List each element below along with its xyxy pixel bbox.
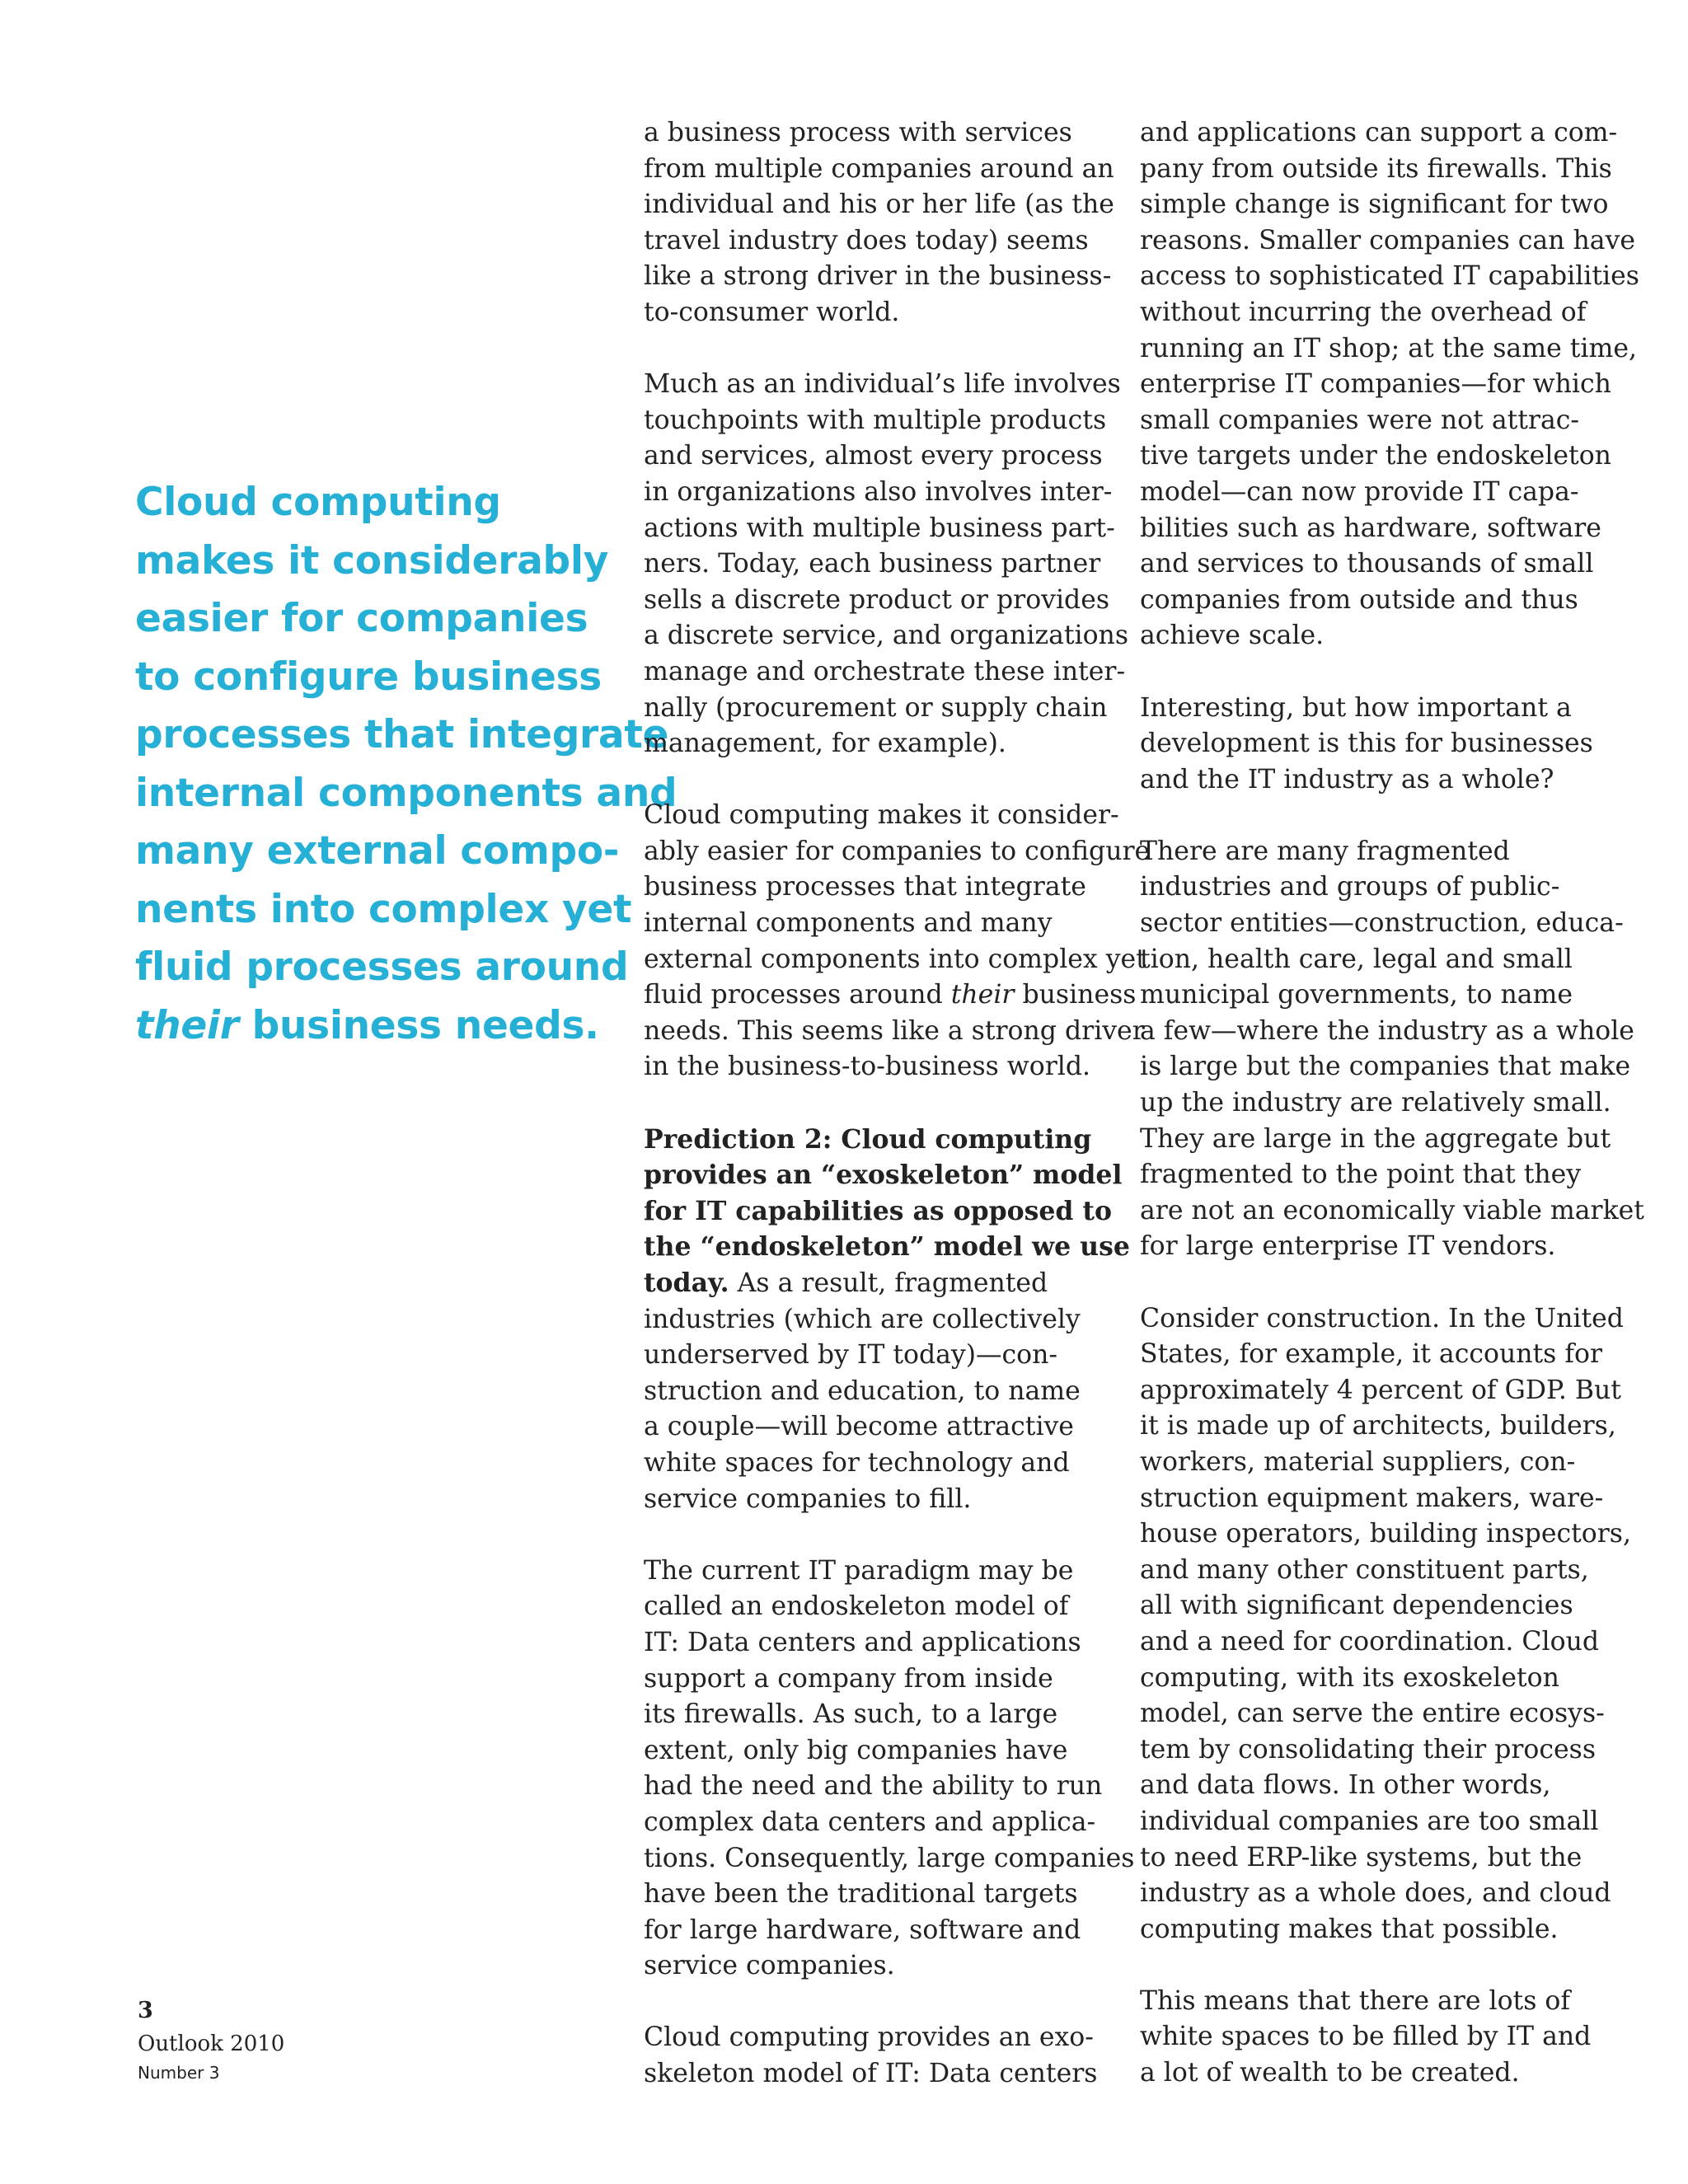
- text-run: As a result, fragmented: [729, 1268, 1048, 1298]
- text-line: There are many fragmented: [1140, 836, 1510, 866]
- paragraph: [1140, 115, 1639, 654]
- text-line: They are large in the aggregate but: [1140, 1123, 1611, 1154]
- text-line: extent, only big companies have: [644, 1735, 1068, 1765]
- text-line: in the business-to-business world.: [644, 1052, 1091, 1082]
- text-line: white spaces to be filled by IT and: [1140, 2022, 1592, 2052]
- pull-quote-line: fluid processes around: [135, 944, 629, 990]
- pull-quote-line: easier for companies: [135, 596, 588, 641]
- text-line: and services, almost every process: [644, 441, 1103, 471]
- text-line: municipal governments, to name: [1140, 980, 1573, 1010]
- text-line: development is this for businesses: [1140, 729, 1593, 759]
- paragraph: [1140, 834, 1644, 1265]
- text-line: its firewalls. As such, to a large: [644, 1699, 1058, 1730]
- text-line: needs. This seems like a strong driver: [644, 1015, 1145, 1046]
- text-line: sector entities—construction, educa-: [1140, 908, 1624, 939]
- text-line: companies from outside and thus: [1140, 584, 1578, 615]
- text-line: industries and groups of public-: [1140, 872, 1560, 902]
- text-line: a discrete service, and organizations: [644, 621, 1128, 651]
- bold-run: today.: [644, 1268, 729, 1298]
- text-line: internal components and many: [644, 908, 1053, 939]
- text-line: to need ERP-like systems, but the: [1140, 1842, 1582, 1872]
- text-line: are not an economically viable market: [1140, 1195, 1644, 1226]
- issue-number: Number 3: [138, 2063, 220, 2083]
- text-line: The current IT paradigm may be: [644, 1555, 1074, 1586]
- text-line: from multiple companies around an: [644, 153, 1114, 184]
- text-line: house operators, building inspectors,: [1140, 1519, 1631, 1549]
- pull-quote-line: nents into complex yet: [135, 886, 632, 932]
- text-line: ably easier for companies to configure: [644, 836, 1151, 866]
- text-line: approximately 4 percent of GDP. But: [1140, 1375, 1621, 1405]
- text-line: sells a discrete product or provides: [644, 584, 1110, 615]
- text-line: and a need for coordination. Cloud: [1140, 1626, 1600, 1657]
- paragraph: [644, 367, 1128, 762]
- text-column-1: [644, 115, 1151, 2093]
- text-line: support a company from inside: [644, 1663, 1053, 1694]
- paragraph: [1140, 1301, 1631, 1948]
- paragraph: [1140, 691, 1601, 799]
- text-line: tion, health care, legal and small: [1140, 944, 1573, 974]
- text-line: service companies.: [644, 1951, 895, 1981]
- text-line: model—can now provide IT capa-: [1140, 476, 1579, 507]
- text-line: industries (which are collectively: [644, 1304, 1081, 1334]
- text-line: individual companies are too small: [1140, 1806, 1599, 1836]
- text-line: manage and orchestrate these inter-: [644, 656, 1126, 687]
- text-line: States, for example, it accounts for: [1140, 1339, 1603, 1370]
- text-line: access to sophisticated IT capabilities: [1140, 261, 1639, 292]
- text-line: management, for example).: [644, 729, 1006, 759]
- text-line: Cloud computing provides an exo-: [644, 2022, 1094, 2053]
- text-line: tive targets under the endoskeleton: [1140, 441, 1611, 471]
- text-line: Consider construction. In the United: [1140, 1303, 1624, 1333]
- text-line: and the IT industry as a whole?: [1140, 764, 1554, 794]
- text-line: for large hardware, software and: [644, 1915, 1081, 1945]
- text-line: model, can serve the entire ecosys-: [1140, 1699, 1605, 1729]
- text-line: underserved by IT today)—con-: [644, 1340, 1058, 1371]
- publication-title: Outlook 2010: [138, 2032, 285, 2056]
- text-line: white spaces for technology and: [644, 1447, 1070, 1478]
- text-line: reasons. Smaller companies can have: [1140, 225, 1636, 255]
- paragraph: [644, 1554, 1135, 1985]
- text-line: complex data centers and applica-: [644, 1807, 1096, 1837]
- text-line: a few—where the industry as a whole: [1140, 1015, 1634, 1046]
- bold-line: for IT capabilities as opposed to: [644, 1195, 1112, 1226]
- text-line: in organizations also involves inter-: [644, 476, 1113, 507]
- text-line: computing, with its exoskeleton: [1140, 1662, 1559, 1693]
- text-line: struction equipment makers, ware-: [1140, 1483, 1604, 1513]
- text-line: for large enterprise IT vendors.: [1140, 1231, 1556, 1262]
- paragraph-prediction: [644, 1122, 1130, 1518]
- italic-word: their: [950, 980, 1015, 1010]
- text-line: running an IT shop; at the same time,: [1140, 333, 1637, 363]
- pull-quote-line: makes it considerably: [135, 537, 609, 583]
- text-line: without incurring the overhead of: [1140, 297, 1587, 327]
- paragraph: [644, 2020, 1105, 2092]
- pull-quote-rest: business needs.: [238, 1002, 599, 1048]
- text-line: industry as a whole does, and cloud: [1140, 1878, 1611, 1909]
- text-line: pany from outside its firewalls. This: [1140, 153, 1612, 184]
- text-line: bilities such as hardware, software: [1140, 513, 1601, 543]
- text-line: and services to thousands of small: [1140, 549, 1594, 579]
- text-line: business processes that integrate: [644, 872, 1086, 902]
- text-line: individual and his or her life (as the: [644, 190, 1114, 220]
- text-column-2: [1140, 115, 1644, 2092]
- text-line: ners. Today, each business partner: [644, 549, 1101, 579]
- pull-quote-line: many external compo-: [135, 828, 620, 874]
- text-run: fluid processes around: [644, 980, 951, 1010]
- page-footer: [138, 1994, 284, 2085]
- text-line: workers, material suppliers, con-: [1140, 1446, 1576, 1477]
- pull-quote-line: to configure business: [135, 654, 602, 700]
- text-line: like a strong driver in the business-: [644, 261, 1112, 292]
- text-line: and applications can support a com-: [1140, 118, 1618, 148]
- bold-line: Prediction 2: Cloud computing: [644, 1123, 1092, 1155]
- text-line: a lot of wealth to be created.: [1140, 2058, 1520, 2088]
- pull-quote-line: internal components and: [135, 770, 678, 816]
- paragraph: [644, 798, 1151, 1085]
- text-line: tem by consolidating their process: [1140, 1734, 1597, 1765]
- paragraph: [1140, 1984, 1601, 2092]
- paragraph: [644, 115, 1114, 331]
- pull-quote-line: Cloud computing: [135, 480, 501, 525]
- text-line: called an endoskeleton model of: [644, 1591, 1069, 1622]
- text-line: it is made up of architects, builders,: [1140, 1411, 1616, 1441]
- text-line: service companies to fill.: [644, 1483, 972, 1514]
- text-line: Cloud computing makes it consider-: [644, 800, 1119, 831]
- text-line: all with significant dependencies: [1140, 1591, 1573, 1621]
- text-line: and data flows. In other words,: [1140, 1770, 1551, 1801]
- text-line: external components into complex yet: [644, 944, 1146, 974]
- text-line: up the industry are relatively small.: [1140, 1088, 1611, 1118]
- text-line: actions with multiple business part-: [644, 513, 1115, 543]
- text-line: IT: Data centers and applications: [644, 1627, 1081, 1657]
- text-line: a couple—will become attractive: [644, 1412, 1074, 1442]
- text-line: Interesting, but how important a: [1140, 692, 1572, 723]
- text-line: tions. Consequently, large companies: [644, 1843, 1135, 1873]
- bold-line: provides an “exoskeleton” model: [644, 1160, 1123, 1191]
- text-line: to-consumer world.: [644, 297, 900, 327]
- text-line: This means that there are lots of: [1140, 1985, 1570, 2016]
- text-line: touchpoints with multiple products: [644, 405, 1107, 435]
- text-line: travel industry does today) seems: [644, 225, 1089, 255]
- pull-quote-line: processes that integrate: [135, 712, 669, 757]
- pull-quote-italic: their: [135, 1002, 239, 1048]
- text-line: Much as an individual’s life involves: [644, 369, 1121, 400]
- bold-line: the “endoskeleton” model we use: [644, 1231, 1130, 1263]
- text-line: a business process with services: [644, 118, 1072, 148]
- text-line: is large but the companies that make: [1140, 1052, 1631, 1082]
- text-line: achieve scale.: [1140, 621, 1325, 651]
- text-line: and many other constituent parts,: [1140, 1554, 1589, 1585]
- pull-quote: [135, 474, 678, 1055]
- text-line: simple change is significant for two: [1140, 190, 1609, 220]
- text-line: [644, 1265, 1105, 1302]
- text-line: had the need and the ability to run: [644, 1771, 1103, 1802]
- text-line: struction and education, to name: [644, 1376, 1081, 1406]
- text-line: computing makes that possible.: [1140, 1914, 1559, 1944]
- text-line: skeleton model of IT: Data centers: [644, 2059, 1098, 2089]
- page-number: 3: [138, 1998, 153, 2023]
- text-line: [644, 977, 1137, 1014]
- pull-quote-line-last: [135, 997, 599, 1056]
- text-line: have been the traditional targets: [644, 1879, 1078, 1910]
- text-run: business: [1014, 980, 1137, 1010]
- text-line: small companies were not attrac-: [1140, 405, 1580, 435]
- text-line: fragmented to the point that they: [1140, 1160, 1582, 1190]
- text-line: nally (procurement or supply chain: [644, 692, 1108, 723]
- text-line: enterprise IT companies—for which: [1140, 369, 1611, 400]
